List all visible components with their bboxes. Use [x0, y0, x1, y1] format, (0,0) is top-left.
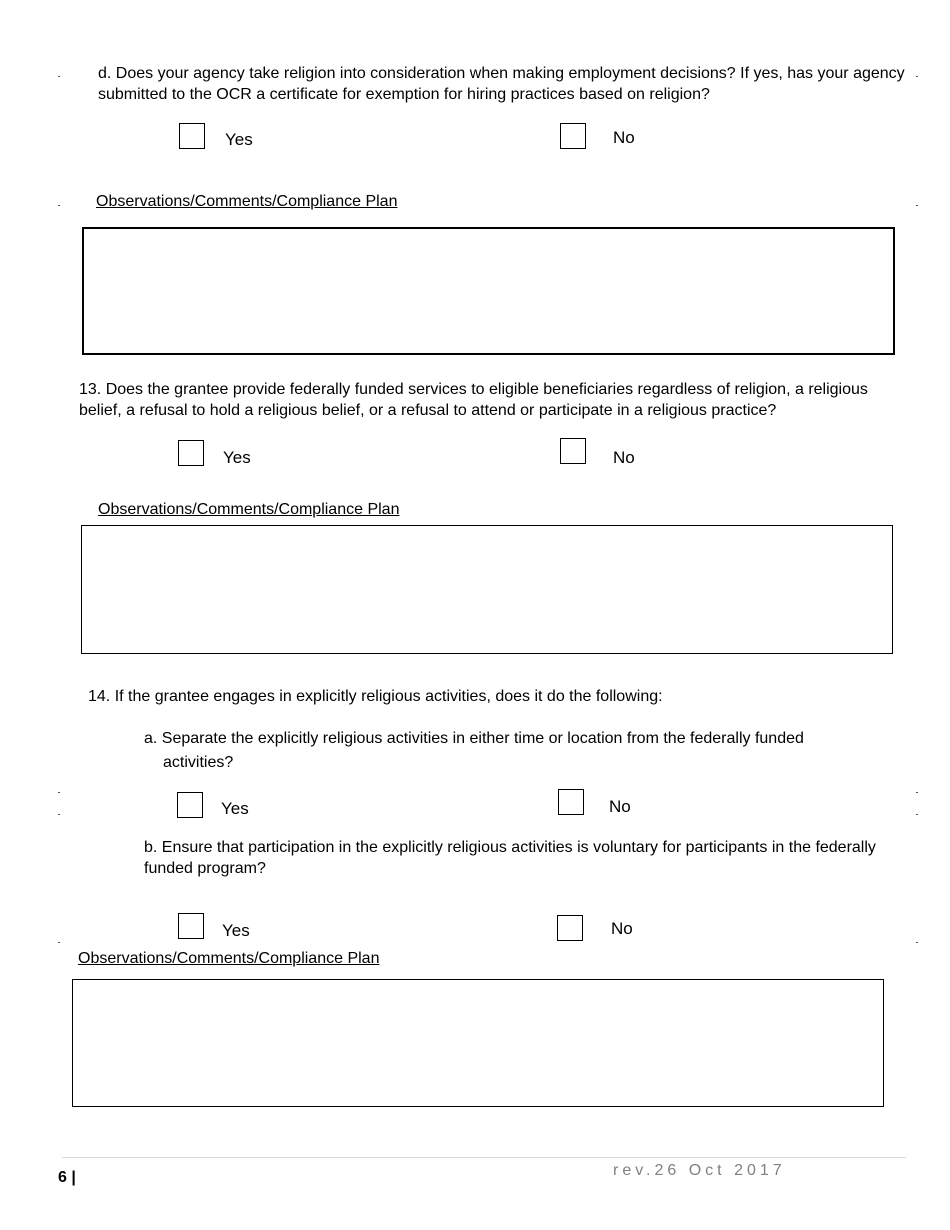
- margin-mark: [58, 942, 60, 943]
- question-14-text: 14. If the grantee engages in explicitly religious activities, does it do the following:: [88, 688, 663, 705]
- margin-mark: [916, 942, 918, 943]
- question-12d-text: d. Does your agency take religion into consideration when making employment decisions? If yes, has your agency submitted to the OCR a certificate for exemption for hiring practices based on religion?: [98, 65, 905, 103]
- q14-observations-box[interactable]: [72, 979, 884, 1107]
- q14a-no-label: No: [609, 797, 631, 816]
- q14b-no-checkbox[interactable]: [557, 915, 583, 941]
- page-number: 6 |: [58, 1169, 76, 1186]
- q13-no-label: No: [613, 448, 635, 467]
- q14b-no-label: No: [611, 919, 633, 938]
- margin-mark: [916, 76, 918, 77]
- revision-date: rev.26 Oct 2017: [613, 1162, 786, 1179]
- margin-mark: [58, 814, 60, 815]
- q12d-no-checkbox[interactable]: [560, 123, 586, 149]
- margin-mark: [916, 205, 918, 206]
- q14-observations-label: Observations/Comments/Compliance Plan: [78, 950, 380, 967]
- q14a-yes-checkbox[interactable]: [177, 792, 203, 818]
- q12d-yes-checkbox[interactable]: [179, 123, 205, 149]
- q13-yes-checkbox[interactable]: [178, 440, 204, 466]
- question-13-text: 13. Does the grantee provide federally funded services to eligible beneficiaries regardless of religion, a religious belief, a refusal to hold a religious belief, or a refusal to attend or participate in a religious practice?: [79, 381, 868, 419]
- margin-mark: [58, 76, 60, 77]
- q13-observations-box[interactable]: [81, 525, 893, 654]
- q14a-yes-label: Yes: [221, 799, 249, 818]
- footer-divider: [62, 1157, 906, 1158]
- q12d-observations-box[interactable]: [82, 227, 895, 355]
- margin-mark: [58, 205, 60, 206]
- q13-no-checkbox[interactable]: [560, 438, 586, 464]
- q14b-yes-checkbox[interactable]: [178, 913, 204, 939]
- margin-mark: [916, 792, 918, 793]
- q12d-observations-label: Observations/Comments/Compliance Plan: [96, 193, 398, 210]
- margin-mark: [916, 814, 918, 815]
- margin-mark: [58, 792, 60, 793]
- q14b-yes-label: Yes: [222, 921, 250, 940]
- q14a-no-checkbox[interactable]: [558, 789, 584, 815]
- q12d-no-label: No: [613, 128, 635, 147]
- question-14b-text: b. Ensure that participation in the explicitly religious activities is voluntary for participants in the federally funded program?: [144, 839, 876, 877]
- question-14a-text-line1: a. Separate the explicitly religious activities in either time or location from the federally funded: [144, 730, 804, 747]
- q13-yes-label: Yes: [223, 448, 251, 467]
- q13-observations-label: Observations/Comments/Compliance Plan: [98, 501, 400, 518]
- q12d-yes-label: Yes: [225, 130, 253, 149]
- question-14a-text-line2: activities?: [163, 754, 234, 771]
